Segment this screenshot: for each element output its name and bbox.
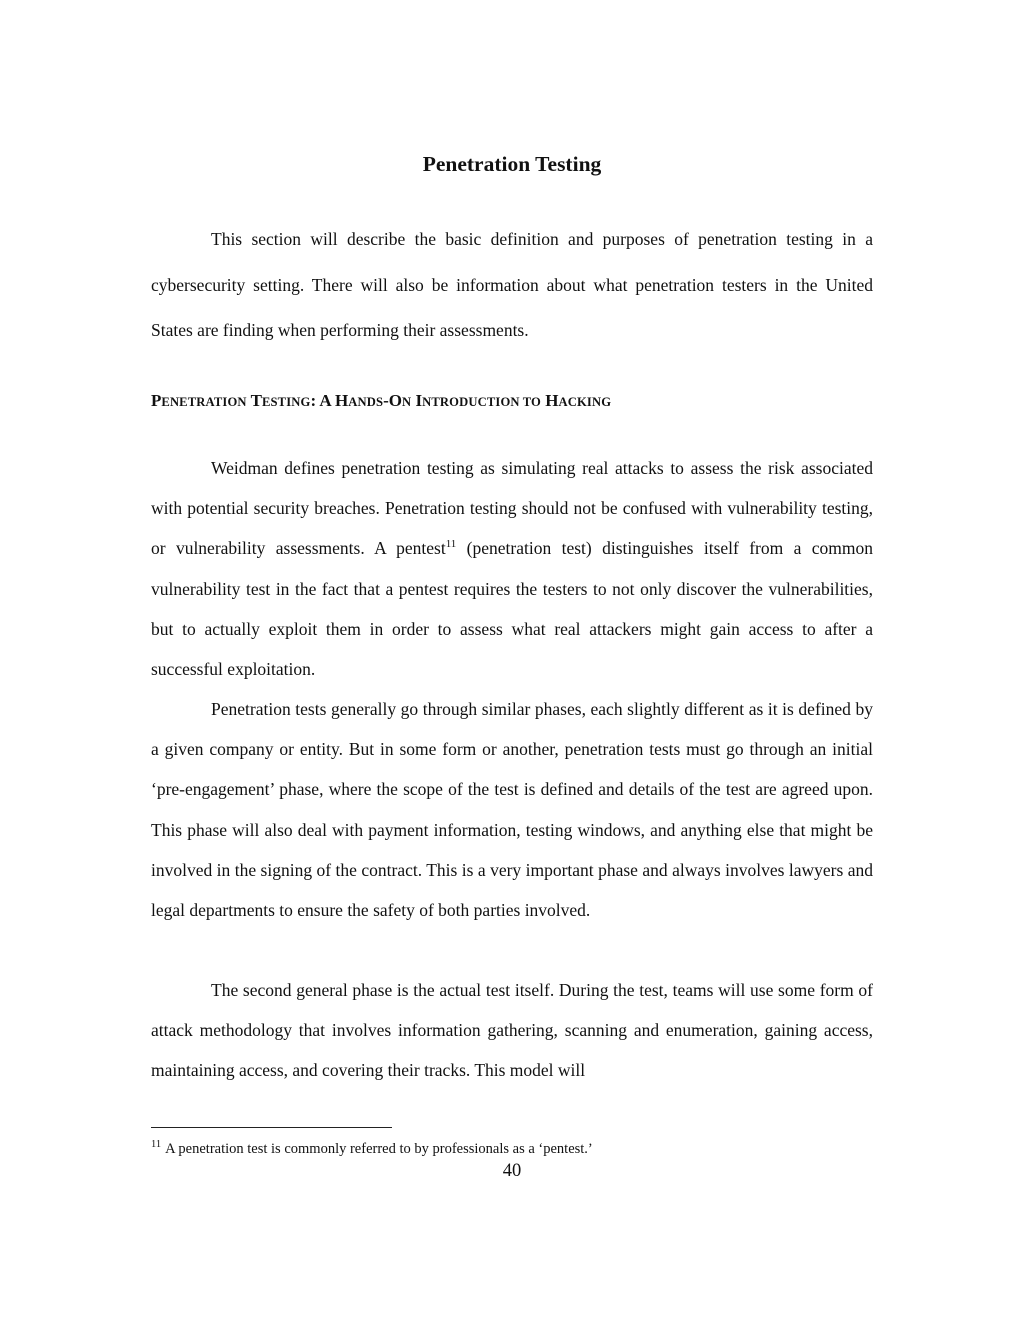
footnote-number: 11: [151, 1139, 162, 1151]
footnote-text: A penetration test is commonly referred to by professionals as a ‘pentest.’: [165, 1141, 593, 1157]
intro-paragraph-text: This section will describe the basic definition and purposes of penetration testing in a cybersecurity setting. There will also be information about what penetration testers in the United States are finding when performing their assessments.: [151, 229, 873, 340]
body-paragraph-second-phase: The second general phase is the actual test itself. During the test, teams will use some form of attack methodology that involves information gathering, scanning and enumeration, gaining access, maintaining access, and covering their tracks. This model will: [151, 980, 873, 1081]
footnote-divider: [151, 1127, 392, 1128]
intro-paragraph: [151, 217, 873, 354]
body-paragraph-phases: Penetration tests generally go through similar phases, each slightly different as it is defined by a given company or entity. But in some form or another, penetration tests must go through an initial ‘pre-engagement’ phase, where the scope of the test is defined and details of the test are agreed upon. This phase will also deal with payment information, testing windows, and anything else that might be involved in the signing of the contract. This is a very important phase and always involves lawyers and legal departments to ensure the safety of both parties involved.: [151, 699, 873, 921]
body-paragraph-definition: Weidman defines penetration testing as simulating real attacks to assess the risk associated with potential security breaches. Penetration testing should not be confused with vulnerability testing, or vulnerability assessments. A pentest$^{11}$ (penetration test) distinguishes itself from a common vulnerability test in the fact that a pentest requires the testers to not only discover the vulnerabilities, but to actually exploit them in order to assess what real attackers might gain access to after a successful exploitation.: [151, 458, 873, 680]
subsection-heading: PENETRATION TESTING: A HANDS-ON INTRODUCTION TO HACKING: [151, 391, 612, 410]
footnote: [151, 1139, 593, 1159]
page-number: 40: [502, 1161, 522, 1181]
footnote-reference: 11: [445, 538, 457, 551]
section-title: Penetration Testing: [422, 152, 602, 176]
